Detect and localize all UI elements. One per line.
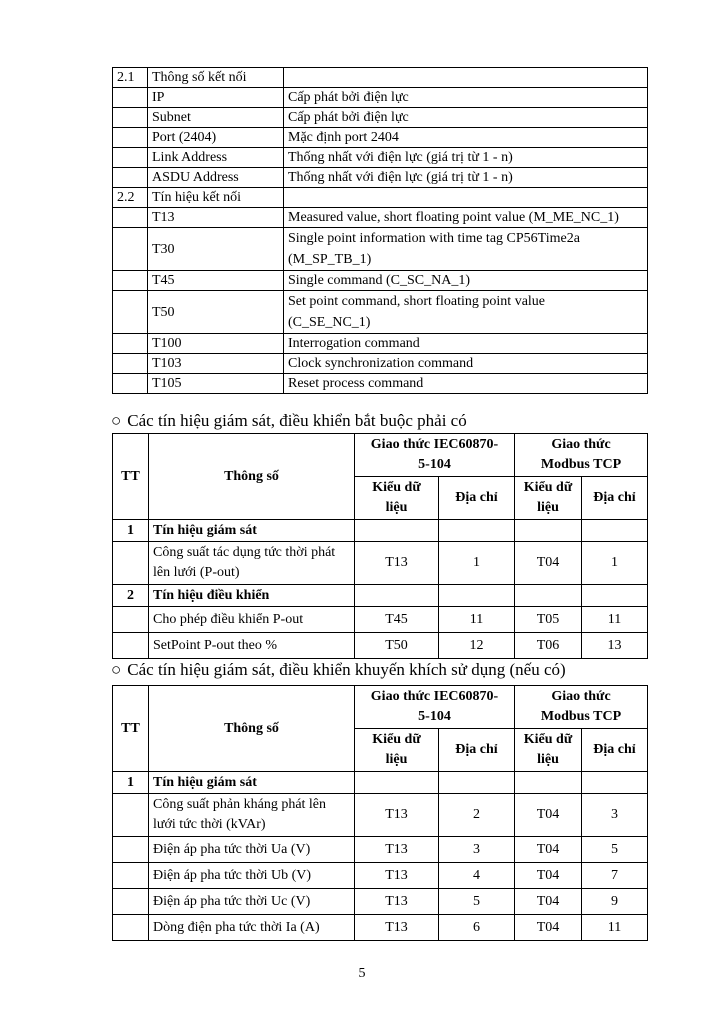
table-row: [113, 168, 648, 188]
data-type-header: Kiểu dữ liệu: [355, 729, 439, 772]
param-name: ASDU Address: [148, 168, 284, 188]
signal-type: T105: [148, 374, 284, 394]
signal-description: Interrogation command: [284, 334, 648, 354]
modbus-address: 11: [582, 607, 648, 633]
section-label: Tín hiệu giám sát: [149, 520, 355, 542]
param-header: Thông số: [149, 434, 355, 520]
table-row: [113, 889, 648, 915]
signal-type: T100: [148, 334, 284, 354]
circle-bullet-icon: ○: [111, 411, 122, 430]
table-row: [113, 863, 648, 889]
iec-address: 3: [439, 837, 515, 863]
table-row: [113, 837, 648, 863]
signal-type: T30: [148, 228, 284, 271]
iec-data-type: T13: [355, 542, 439, 585]
modbus-address: 1: [582, 542, 648, 585]
modbus-data-type: T04: [515, 863, 582, 889]
signal-description: Set point command, short floating point value (C_SE_NC_1): [284, 291, 648, 334]
address-header: Địa chỉ: [582, 477, 648, 520]
param-name: Subnet: [148, 108, 284, 128]
section-number: 2.2: [113, 188, 148, 208]
signal-type: T50: [148, 291, 284, 334]
iec-address: 5: [439, 889, 515, 915]
table-row: [113, 542, 648, 585]
data-type-header: Kiểu dữ liệu: [515, 477, 582, 520]
iec-address: 11: [439, 607, 515, 633]
iec-data-type: T13: [355, 915, 439, 941]
signal-type: T45: [148, 271, 284, 291]
table-row: [113, 374, 648, 394]
table-row: [113, 148, 648, 168]
tt-header: TT: [113, 434, 149, 520]
param-name: Link Address: [148, 148, 284, 168]
param-value: Mặc định port 2404: [284, 128, 648, 148]
modbus-protocol-header: Giao thức Modbus TCP: [515, 686, 648, 729]
modbus-data-type: T04: [515, 794, 582, 837]
modbus-data-type: T04: [515, 889, 582, 915]
modbus-address: 5: [582, 837, 648, 863]
iec-data-type: T13: [355, 889, 439, 915]
iec-data-type: T13: [355, 863, 439, 889]
address-header: Địa chỉ: [439, 729, 515, 772]
iec-address: 1: [439, 542, 515, 585]
table-row: [113, 354, 648, 374]
header-row: [113, 686, 648, 729]
signal-type: T13: [148, 208, 284, 228]
param-value: Thống nhất với điện lực (giá trị từ 1 - n): [284, 148, 648, 168]
modbus-data-type: T04: [515, 837, 582, 863]
section-row: [113, 520, 648, 542]
iec-address: 2: [439, 794, 515, 837]
param-value: Thống nhất với điện lực (giá trị từ 1 - n): [284, 168, 648, 188]
modbus-address: 7: [582, 863, 648, 889]
param-name: IP: [148, 88, 284, 108]
data-type-header: Kiểu dữ liệu: [515, 729, 582, 772]
section-row: [113, 68, 648, 88]
section-row: [113, 585, 648, 607]
modbus-data-type: T06: [515, 633, 582, 659]
modbus-data-type: T04: [515, 915, 582, 941]
iec-data-type: T13: [355, 794, 439, 837]
tt-header: TT: [113, 686, 149, 772]
signal-name: Cho phép điều khiển P-out: [149, 607, 355, 633]
circle-bullet-icon: ○: [111, 660, 122, 679]
signal-type: T103: [148, 354, 284, 374]
iec-protocol-header: Giao thức IEC60870- 5-104: [355, 434, 515, 477]
signal-name: SetPoint P-out theo %: [149, 633, 355, 659]
modbus-data-type: T04: [515, 542, 582, 585]
table-row: [113, 334, 648, 354]
table-row: [113, 228, 648, 271]
iec-address: 6: [439, 915, 515, 941]
iec-address: 4: [439, 863, 515, 889]
table-row: [113, 915, 648, 941]
iec-protocol-header: Giao thức IEC60870- 5-104: [355, 686, 515, 729]
address-header: Địa chỉ: [582, 729, 648, 772]
section-title: Tín hiệu kết nối: [148, 188, 284, 208]
recommended-signals-table: [112, 685, 648, 941]
table-row: [113, 633, 648, 659]
section-number: 2.1: [113, 68, 148, 88]
page-number: 5: [358, 966, 366, 981]
address-header: Địa chỉ: [439, 477, 515, 520]
signal-description: Reset process command: [284, 374, 648, 394]
signal-description: Single point information with time tag CP56Time2a (M_SP_TB_1): [284, 228, 648, 271]
table-row: [113, 271, 648, 291]
recommended-signals-heading: ○ Các tín hiệu giám sát, điều khiển khuyến khích sử dụng (nếu có): [111, 660, 566, 679]
modbus-data-type: T05: [515, 607, 582, 633]
section-label: Tín hiệu giám sát: [149, 772, 355, 794]
param-value: Cấp phát bởi điện lực: [284, 88, 648, 108]
required-signals-heading: ○ Các tín hiệu giám sát, điều khiển bắt buộc phải có: [111, 411, 467, 430]
row-number: 2: [113, 585, 149, 607]
param-name: Port (2404): [148, 128, 284, 148]
header-row: [113, 434, 648, 477]
modbus-address: 11: [582, 915, 648, 941]
data-type-header: Kiểu dữ liệu: [355, 477, 439, 520]
signal-name: Điện áp pha tức thời Ub (V): [149, 863, 355, 889]
signal-name: Dòng điện pha tức thời Ia (A): [149, 915, 355, 941]
section-label: Tín hiệu điều khiển: [149, 585, 355, 607]
signal-name: Công suất phản kháng phát lên lưới tức thời (kVAr): [149, 794, 355, 837]
signal-name: Điện áp pha tức thời Uc (V): [149, 889, 355, 915]
row-number: 1: [113, 520, 149, 542]
iec-address: 12: [439, 633, 515, 659]
row-number: 1: [113, 772, 149, 794]
connection-parameters-table: [112, 67, 648, 394]
table-row: [113, 208, 648, 228]
table-row: [113, 794, 648, 837]
section-row: [113, 772, 648, 794]
section-title: Thông số kết nối: [148, 68, 284, 88]
modbus-address: 13: [582, 633, 648, 659]
modbus-address: 9: [582, 889, 648, 915]
signal-name: Điện áp pha tức thời Ua (V): [149, 837, 355, 863]
iec-data-type: T13: [355, 837, 439, 863]
modbus-protocol-header: Giao thức Modbus TCP: [515, 434, 648, 477]
required-signals-table: [112, 433, 648, 659]
signal-description: Single command (C_SC_NA_1): [284, 271, 648, 291]
signal-description: Clock synchronization command: [284, 354, 648, 374]
modbus-address: 3: [582, 794, 648, 837]
iec-data-type: T45: [355, 607, 439, 633]
table-row: [113, 128, 648, 148]
section-row: [113, 188, 648, 208]
iec-data-type: T50: [355, 633, 439, 659]
signal-name: Công suất tác dụng tức thời phát lên lưới (P-out): [149, 542, 355, 585]
table-row: [113, 88, 648, 108]
table-row: [113, 291, 648, 334]
table-row: [113, 108, 648, 128]
signal-description: Measured value, short floating point value (M_ME_NC_1): [284, 208, 648, 228]
param-header: Thông số: [149, 686, 355, 772]
table-row: [113, 607, 648, 633]
param-value: Cấp phát bởi điện lực: [284, 108, 648, 128]
